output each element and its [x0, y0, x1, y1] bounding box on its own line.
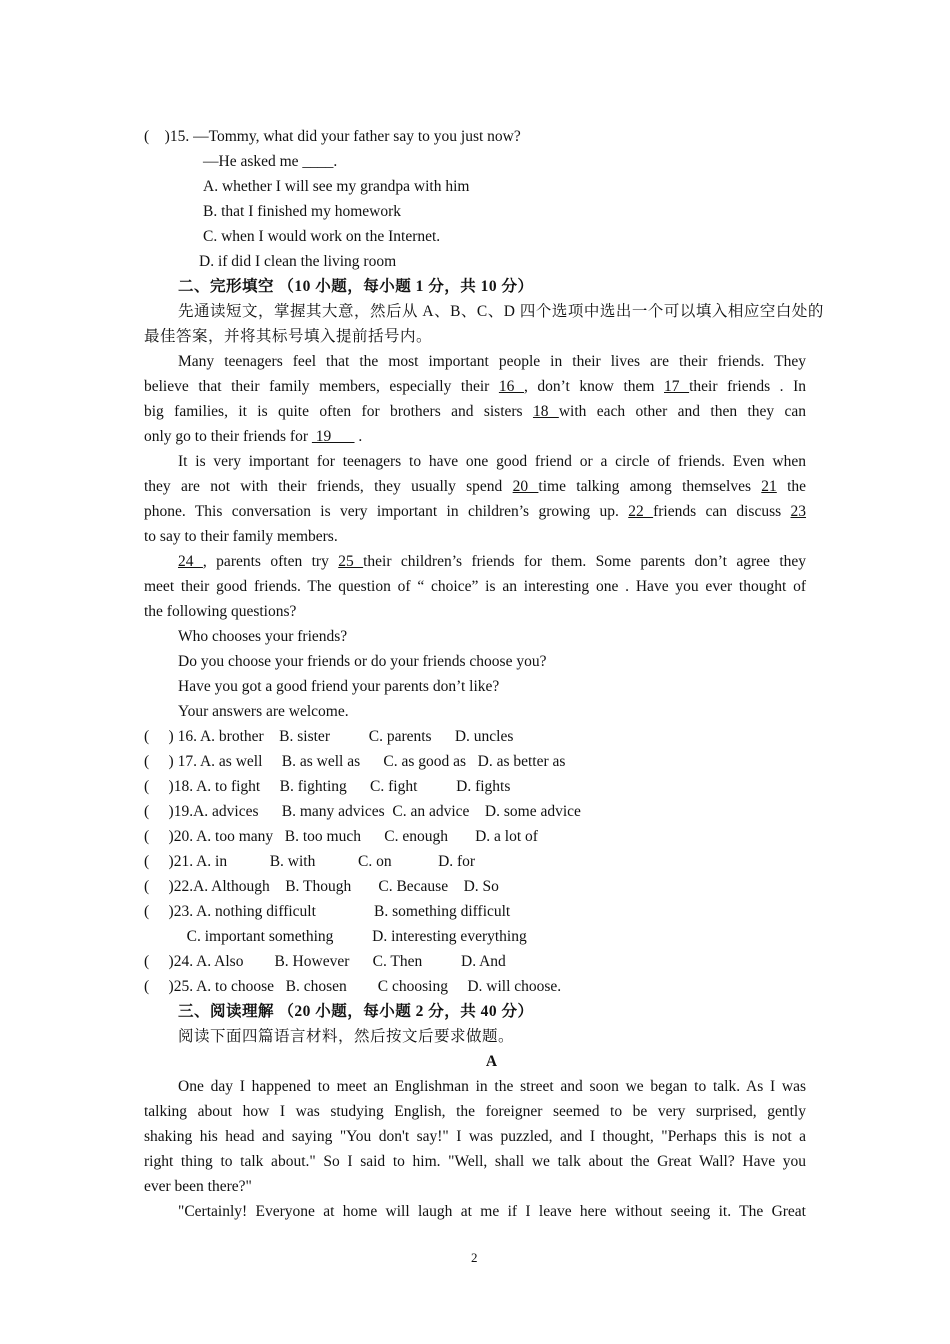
passage-text: time talking among themselves: [538, 478, 762, 495]
option-row-21: ( )21. A. in B. with C. on D. for: [144, 853, 476, 870]
reading-line: One day I happened to meet an Englishman in the street and soon we began to talk. As I was: [178, 1078, 806, 1095]
section-2-heading: 二、完形填空 （10 小题，每小题 1 分，共 10 分）: [178, 278, 534, 295]
passage-line: Many teenagers feel that the most important people in their lives are their friends. They: [178, 353, 806, 370]
question-15-stem: ( )15. —Tommy, what did your father say to you just now?: [144, 128, 521, 145]
passage-question: Your answers are welcome.: [178, 703, 349, 720]
blank-25: 25: [338, 553, 364, 570]
blank-17: 17: [664, 378, 690, 395]
option-row-17: ( ) 17. A. as well B. as well as C. as good as D. as better as: [144, 753, 566, 770]
passage-question: Do you choose your friends or do your friends choose you?: [178, 653, 547, 670]
passage-line: [144, 477, 806, 497]
option-row-24: ( )24. A. Also B. However C. Then D. And: [144, 953, 506, 970]
section-3-heading: 三、阅读理解 （20 小题，每小题 2 分，共 40 分）: [178, 1003, 534, 1020]
passage-text: .: [354, 428, 363, 445]
passage-text: phone. This conversation is very important in children’s growing up.: [144, 503, 629, 520]
question-15-option-a: A. whether I will see my grandpa with him: [203, 178, 470, 195]
blank-22: 22: [628, 503, 654, 520]
passage-text: , don’t know them: [523, 378, 665, 395]
question-15-reply: —He asked me ____.: [203, 153, 338, 170]
option-row-25: ( )25. A. to choose B. chosen C choosing D. will choose.: [144, 978, 562, 995]
section-3-instruction: 阅读下面四篇语言材料，然后按文后要求做题。: [178, 1028, 515, 1045]
reading-line: shaking his head and saying "You don't say!" I was puzzled, and I thought, "Perhaps this is not a: [144, 1128, 806, 1145]
option-row-23-cont: C. important something D. interesting everything: [144, 928, 527, 945]
passage-line: meet their good friends. The question of “ choice” is an interesting one . Have you ever thought of: [144, 578, 806, 595]
blank-20: 20: [512, 478, 539, 495]
option-row-20: ( )20. A. too many B. too much C. enough D. a lot of: [144, 828, 538, 845]
option-row-23: ( )23. A. nothing difficult B. something difficult: [144, 903, 511, 920]
option-row-18: ( )18. A. to fight B. fighting C. fight D. fights: [144, 778, 511, 795]
passage-a-label: A: [485, 1053, 498, 1070]
passage-text: believe that their family members, especially their: [144, 378, 499, 395]
blank-24: 24: [178, 553, 203, 570]
passage-line: [178, 552, 806, 572]
passage-text: , parents often try: [202, 553, 339, 570]
blank-23: 23: [790, 503, 807, 520]
passage-text: only go to their friends for: [144, 428, 312, 445]
option-row-22: ( )22.A. Although B. Though C. Because D. So: [144, 878, 499, 895]
passage-line: It is very important for teenagers to have one good friend or a circle of friends. Even when: [178, 453, 806, 470]
passage-line: the following questions?: [144, 603, 297, 620]
page-number: 2: [471, 1250, 478, 1265]
passage-text: their friends . In: [689, 378, 807, 395]
passage-text: with each other and then they can: [558, 403, 806, 420]
question-15-option-c: C. when I would work on the Internet.: [203, 228, 441, 245]
passage-line: [144, 502, 806, 522]
question-15-option-b: B. that I finished my homework: [203, 203, 402, 220]
passage-question: Have you got a good friend your parents don’t like?: [178, 678, 500, 695]
passage-line: [144, 402, 806, 422]
passage-question: Who chooses your friends?: [178, 628, 348, 645]
passage-line: [144, 377, 806, 397]
blank-19: 19: [311, 428, 355, 445]
question-15-option-d: D. if did I clean the living room: [199, 253, 397, 270]
section-2-instruction: 先通读短文，掌握其大意，然后从 A、B、C、D 四个选项中选出一个可以填入相应空白处的: [178, 303, 824, 320]
reading-line: ever been there?": [144, 1178, 252, 1195]
passage-text: big families, it is quite often for brothers and sisters: [144, 403, 533, 420]
passage-line: [144, 427, 362, 447]
blank-18: 18: [532, 403, 559, 420]
section-2-instruction: 最佳答案，并将其标号填入提前括号内。: [144, 328, 433, 345]
passage-text: they are not with their friends, they usually spend: [144, 478, 513, 495]
blank-21: 21: [761, 478, 777, 495]
passage-text: the: [776, 478, 807, 495]
passage-line: to say to their family members.: [144, 528, 338, 545]
passage-text: their children’s friends for them. Some parents don’t agree they: [363, 553, 807, 570]
reading-line: talking about how I was studying English, the foreigner seemed to be very surprised, gently: [144, 1103, 806, 1120]
reading-line: "Certainly! Everyone at home will laugh at me if I leave here without seeing it. The Great: [178, 1203, 806, 1220]
blank-16: 16: [498, 378, 524, 395]
reading-line: right thing to talk about." So I said to him. "Well, shall we talk about the Great Wall? Have you: [144, 1153, 806, 1170]
option-row-19: ( )19.A. advices B. many advices C. an advice D. some advice: [144, 803, 581, 820]
option-row-16: ( ) 16. A. brother B. sister C. parents D. uncles: [144, 728, 514, 745]
passage-text: friends can discuss: [653, 503, 791, 520]
